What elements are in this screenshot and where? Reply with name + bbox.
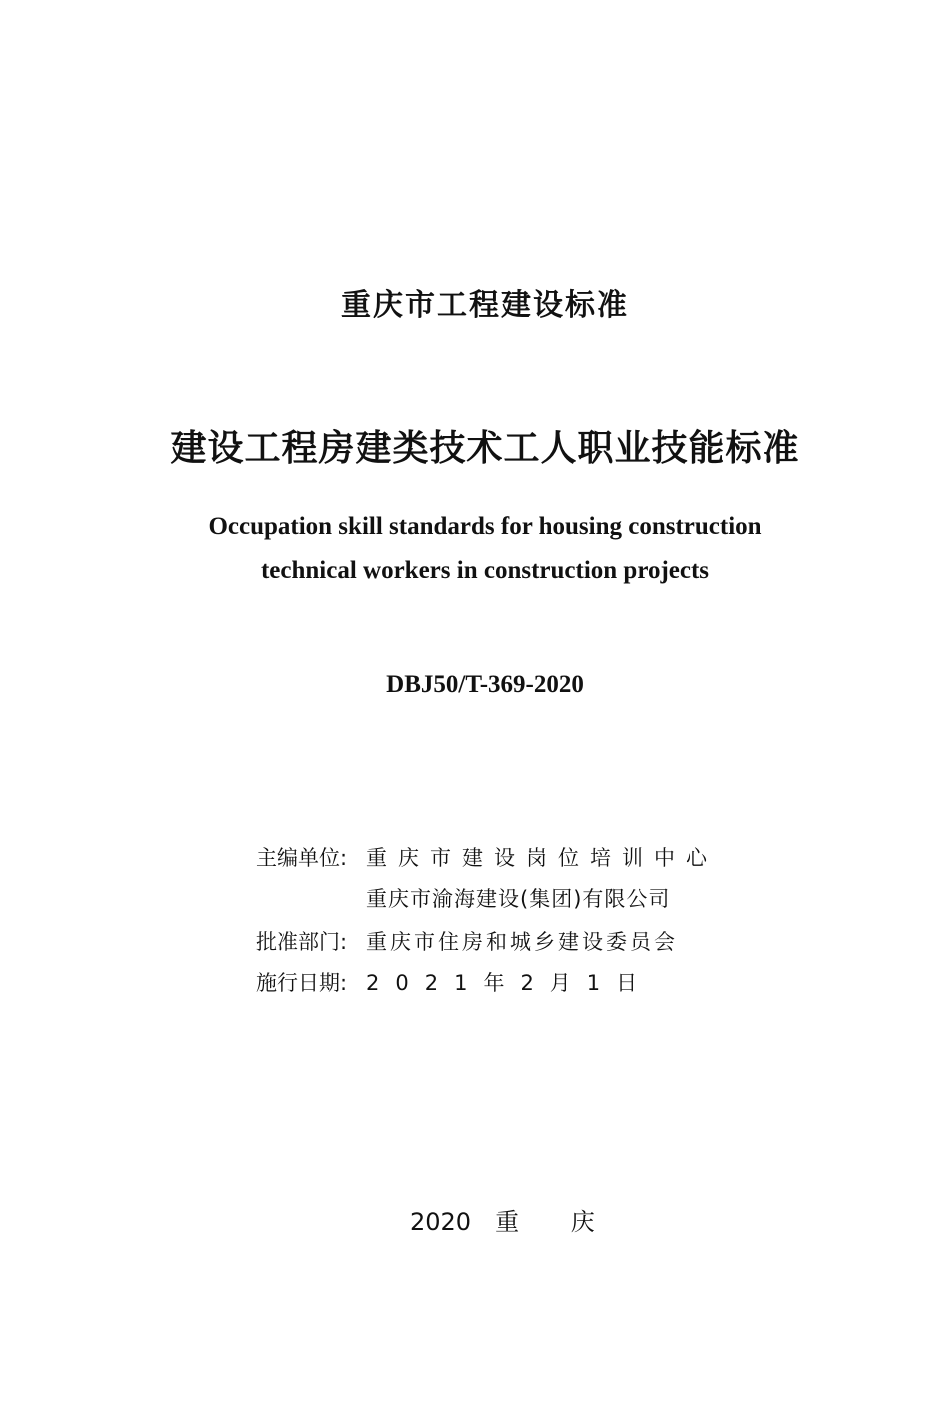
series-title: 重庆市工程建设标准 <box>341 288 629 323</box>
editor-org-2: 重庆市渝海建设(集团)有限公司 <box>366 887 671 911</box>
publication-year: 2020 <box>410 1208 472 1236</box>
approver-org: 重庆市住房和城乡建设委员会 <box>366 930 678 954</box>
editor-org-1: 重庆市建设岗位培训中心 <box>366 846 718 870</box>
approver-label: 批准部门: <box>256 930 348 954</box>
effective-date: 2021年2月1日 <box>366 971 654 995</box>
effective-date-label: 施行日期: <box>256 971 348 995</box>
editor-label: 主编单位: <box>256 846 348 870</box>
document-title-cn: 建设工程房建类技术工人职业技能标准 <box>170 428 800 469</box>
publication-footer <box>410 1202 617 1237</box>
effective-date-row <box>256 968 653 998</box>
publication-city: 重 庆 <box>495 1208 617 1236</box>
document-title-en-line-2: technical workers in construction projects <box>260 557 710 584</box>
approver-row <box>256 927 678 957</box>
document-title-en-line-1: Occupation skill standards for housing construction <box>208 513 762 540</box>
editor-row <box>256 843 718 873</box>
standard-code: DBJ50/T-369-2020 <box>386 671 584 698</box>
editor-row-2 <box>256 884 670 914</box>
